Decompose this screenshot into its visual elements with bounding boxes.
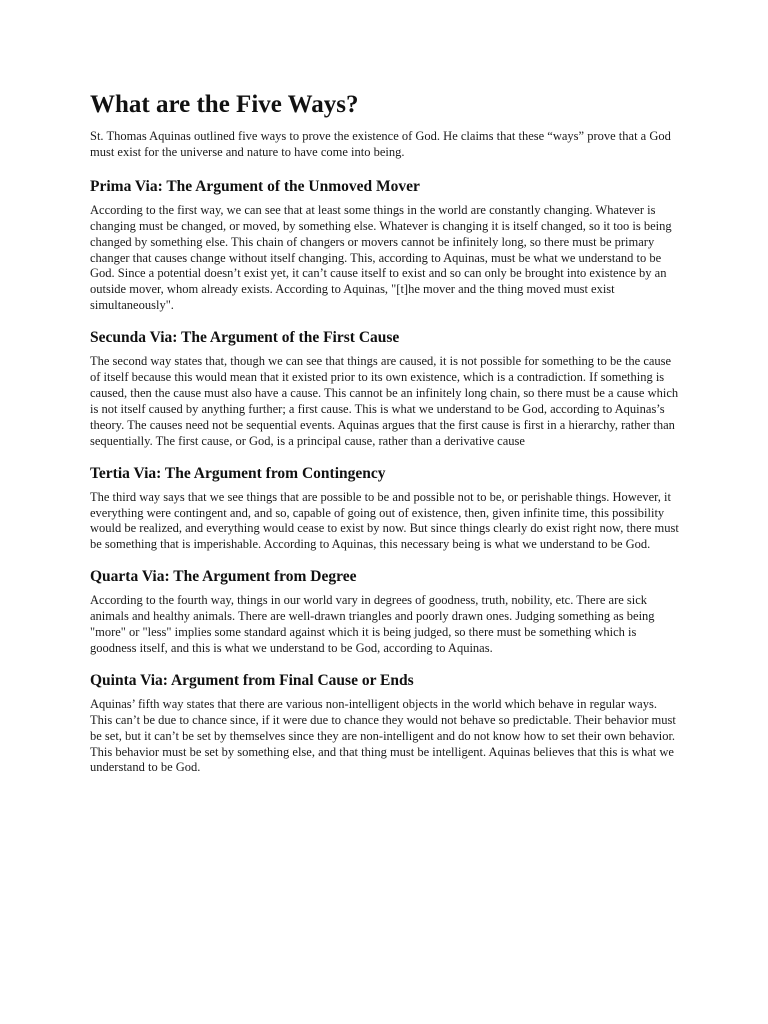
section-heading: Tertia Via: The Argument from Contingency: [90, 464, 386, 482]
section-body: Aquinas’ fifth way states that there are various non-intelligent objects in the world which behave in regular ways. This can’t be due to chance since, if it were due to chance they would not behave so predictable. Their behavior must be set, but it can’t be set by themselves since they are non-intelligent and do not know how to set their own behavior. This behavior must be set by something else, and that thing must be intelligent. Aquinas believes that this is what we understand to be God.: [90, 696, 676, 775]
section-body: The second way states that, though we can see that things are caused, it is not possible for something to be the cause of itself because this would mean that it existed prior to its own existence, which is a contradiction. If something is caused, then the cause must also have a cause. This cannot be an infinitely long chain, so there must be a cause which is not itself caused by anything further; a first cause. This is what we understand to be God, according to Aquinas’s theory. The causes need not be sequential events. Aquinas argues that the first cause is first in a hierarchy, rather than sequentially. The first cause, or God, is a principal cause, rather than a derivative cause: [90, 354, 679, 448]
section-body: The third way says that we see things that are possible to be and possible not to be, or perishable things. However, it everything were contingent and, and so, capable of going out of existence, then, given infinite time, this possibility would be realized, and everything would cease to exist by now. But since things clearly do exist right now, there must be something that is imperishable. According to Aquinas, this necessary being is what we understand to be God.: [90, 489, 679, 552]
section-secunda-via: [90, 328, 682, 449]
page-title: What are the Five Ways?: [90, 91, 359, 118]
section-quarta-via: [90, 567, 682, 657]
section-body: According to the fourth way, things in our world vary in degrees of goodness, truth, nobility, etc. There are sick animals and healthy animals. There are well-drawn triangles and poorly drawn ones. Judging something as being "more" or "less" implies some standard against which it is being judged, so there must be something which is goodness itself, and this is what we understand to be God, according to Aquinas.: [90, 593, 655, 655]
section-body: According to the first way, we can see that at least some things in the world are constantly changing. Whatever is changing must be changed, or moved, by something else. Whatever is changing it is itself changed, so it too is being changed by something else. This chain of changers or movers cannot be infinitely long, so there must be primary changer that causes change without itself changing. This, according to Aquinas, must be what we understand to be God. Since a potential doesn’t exist yet, it can’t cause itself to exist and so can only be brought into existence by an outside mover, whom already exists. According to Aquinas, "[t]he mover and the thing moved must exist simultaneously".: [90, 202, 672, 313]
section-quinta-via: [90, 671, 682, 777]
section-heading: Prima Via: The Argument of the Unmoved Mover: [90, 177, 420, 195]
intro-paragraph: St. Thomas Aquinas outlined five ways to prove the existence of God. He claims that these “ways” prove that a God must exist for the universe and nature to have come into being.: [90, 129, 671, 159]
section-prima-via: [90, 177, 682, 314]
section-heading: Secunda Via: The Argument of the First Cause: [90, 329, 400, 347]
section-heading: Quarta Via: The Argument from Degree: [90, 568, 357, 586]
document-page: [90, 90, 682, 790]
section-tertia-via: [90, 464, 682, 554]
section-heading: Quinta Via: Argument from Final Cause or Ends: [90, 671, 414, 689]
